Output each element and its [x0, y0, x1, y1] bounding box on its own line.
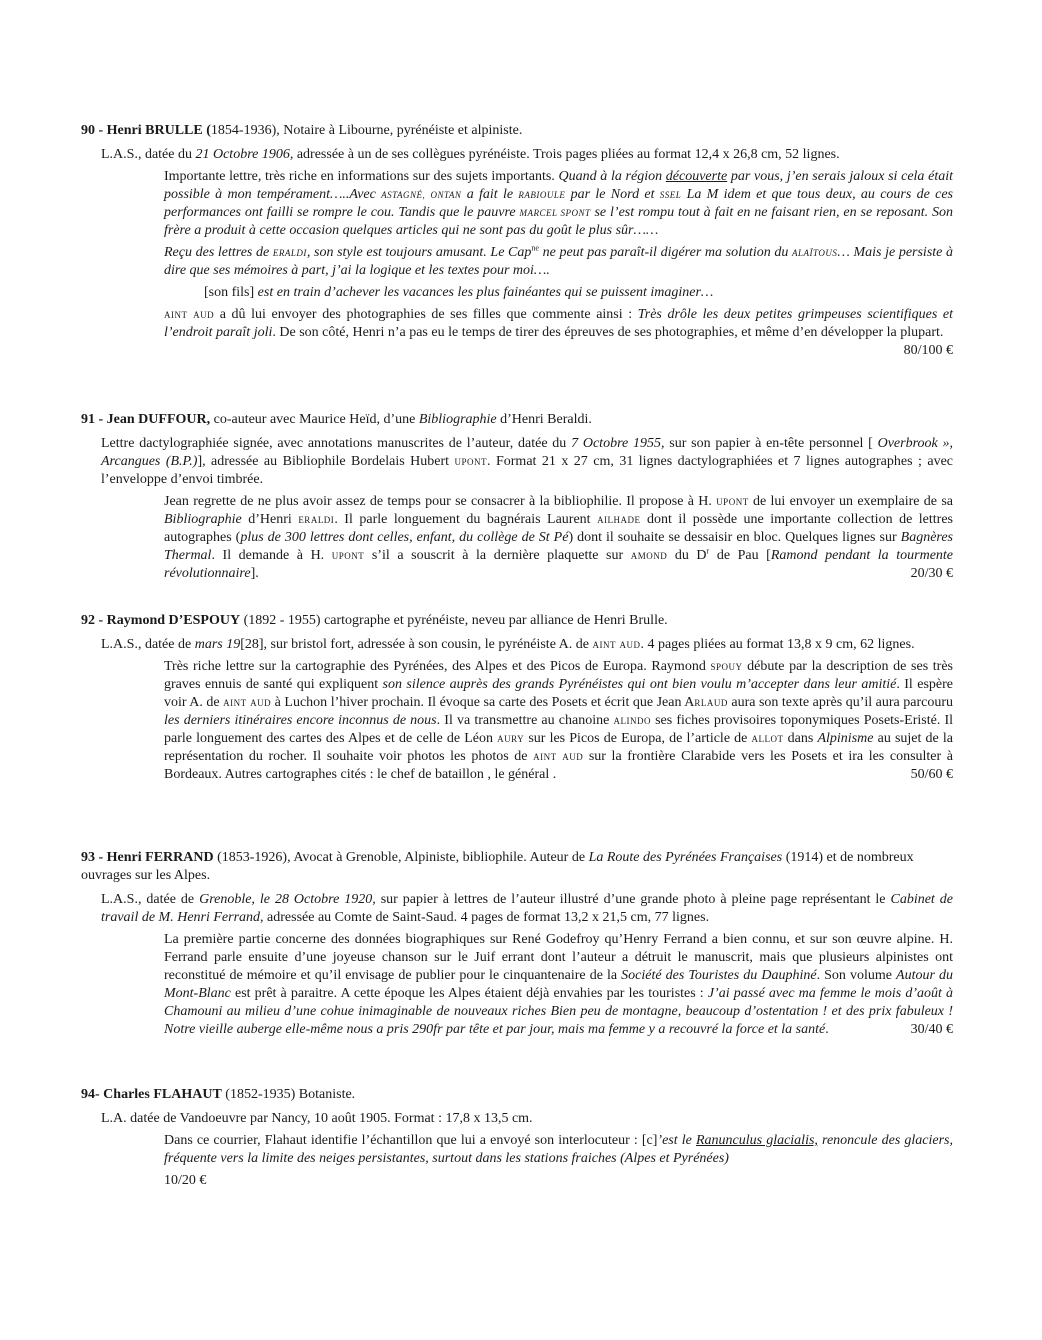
smallcaps-name: AUD	[250, 698, 272, 708]
quote: les derniers itinéraires encore inconnus de nous	[164, 713, 437, 728]
superscript: r	[706, 546, 710, 556]
text: débute par la description de ses très graves ennuis de santé qui expliquent	[164, 659, 954, 692]
smallcaps-name: RABIOULE	[518, 190, 566, 200]
quote: J’ai passé avec ma femme le mois d’août à Chamouni au milieu d’une cohue inimaginable de nouveaux riches Bien peu de montagne, beaucoup d’ostentation ! et des prix fabuleux ! Notre vieille auberge elle-même nous a pris 290fr par tête et par jour, mais ma femme y a recouvré la force et la santé	[164, 986, 953, 1037]
text: aura son texte après qu’il aura parcouru	[727, 695, 954, 710]
desc-date: mars 19	[194, 637, 241, 652]
lot-paren: (	[202, 123, 211, 138]
smallcaps-name: ERALDI	[298, 515, 335, 525]
text: ], adressée au Bibliophile Bordelais Hubert	[197, 454, 455, 469]
text: d’Henri	[241, 512, 299, 527]
lot-description	[101, 1110, 953, 1128]
text: de Pau [	[716, 548, 771, 563]
smallcaps-name: AUD	[193, 310, 215, 320]
lot-price: 80/100 €	[903, 343, 953, 358]
lot-number: 90 -	[81, 123, 107, 138]
quote: ne peut pas paraît-il digérer ma solution du	[542, 245, 793, 260]
quote: a produit à cette occasion quelques articles qui ne sont pas du goût le plus sûr……	[194, 223, 659, 238]
text: Lettre dactylographiée signée, avec annotations manuscrites de l’auteur, datée du	[101, 436, 572, 451]
lot-paragraph	[164, 244, 953, 280]
text: regrette de ne plus avoir assez de temps pour se consacrer à la bibliophilie. Il propose à H.	[193, 494, 717, 509]
text: co-auteur avec Maurice Heïd, d’une	[210, 412, 419, 427]
lot-body	[164, 931, 953, 1039]
text: est prêt à paraitre. A cette époque les Alpes étaient déjà envahies par les touristes :	[230, 986, 708, 1001]
text: (1852-1935) Botaniste.	[221, 1087, 356, 1102]
lot-author: Raymond D’ESPOUY	[106, 613, 241, 628]
quote: par vous, j’en serais jaloux si cela était possible à mon tempérament…..Avec	[164, 169, 953, 202]
smallcaps-name: AURY	[497, 734, 525, 744]
smallcaps-name: ERALDI	[272, 248, 307, 258]
lot-paragraph	[164, 931, 953, 1039]
lot-description	[101, 146, 953, 164]
lot-paragraph	[164, 284, 953, 302]
smallcaps-name: ASTAGNÉ,	[381, 190, 426, 200]
text: .	[825, 1022, 829, 1037]
smallcaps-name: UPONT	[454, 457, 488, 467]
quote-underlined: Ranunculus glacialis,	[695, 1133, 818, 1148]
lot-author: Henri FERRAND	[106, 850, 214, 865]
lot-author-bio: 1854-1936), Notaire à Libourne, pyrénéiste et alpiniste.	[210, 123, 523, 138]
text: . De son côté, Henri	[272, 325, 388, 340]
lot-description	[101, 891, 953, 927]
text: à Luchon l’hiver prochain. Il évoque sa carte des Posets et écrit que Jean A	[271, 695, 695, 710]
superscript: ne	[531, 243, 539, 253]
title-italic: La Route des Pyrénées Françaises	[588, 850, 783, 865]
text: , adressée au Comte de Saint-Saud. 4 pages de format 13,2 x 21,5 cm, 77 lignes.	[260, 910, 710, 925]
quote: La M	[681, 187, 724, 202]
quote: , son style est toujours amusant. Le Cap	[306, 245, 532, 260]
text: [28], sur bristol fort, adressée à son cousin, le pyrénéiste A. de	[240, 637, 593, 652]
smallcaps-name: AUD	[562, 752, 584, 762]
lot-number: 94-	[81, 1087, 104, 1102]
smallcaps-name: RLAUD	[694, 698, 728, 708]
lot-heading	[81, 122, 953, 140]
quote: renoncule des glaciers, fréquente vers la limite des neiges persistantes, surtout dans les stations fraiches (Alpes et Pyrénées)	[164, 1133, 954, 1166]
text: n’a pas eu le temps de tirer des épreuves de ses photographies, et même d’en développer la plupart.	[387, 325, 944, 340]
text: ses fiches provisoires toponymiques Posets-Eristé. Il parle longuement des cartes des Alpes et de celle de Léon	[164, 713, 954, 746]
price-line	[164, 1172, 953, 1190]
lot-92	[81, 612, 953, 788]
text: [son fils]	[204, 285, 258, 300]
desc-text: adressée à un de ses collègues pyrénéiste. Trois pages pliées au format 12,4 x 26,8 cm, 52 lignes.	[293, 147, 840, 162]
text: La première partie concerne des données biographiques sur René Godefroy qu’Henry Ferrand a bien connu, et sur son œuvre alpine. H. Ferrand parle ensuite d’une joyeuse chanson sur le Juif errant dont l’auteur a détruit le manuscrit, mais que plusieurs alpinistes ont reconstitué de mémoire et qu’il envisage de publier pour le cinquantenaire de la	[164, 932, 953, 983]
lot-body	[164, 1132, 953, 1190]
lot-author: Jean DUFFOUR,	[106, 412, 211, 427]
text: (1892 - 1955) cartographe et pyrénéiste, neveu par alliance de Henri Brulle.	[240, 613, 668, 628]
lot-description	[101, 435, 953, 489]
desc-date: 7 Octobre 1955,	[571, 436, 665, 451]
text: (1853-1926), Avocat à Grenoble, Alpiniste, bibliophile. Auteur de	[213, 850, 589, 865]
smallcaps-name: UPONT	[716, 497, 749, 507]
quote: son silence auprès des grands Pyrénéistes qui ont bien voulu m’accepter dans leur amitié	[382, 677, 897, 692]
smallcaps-name: ALAÏTOUS	[792, 248, 838, 258]
text: L.A.S., datée de	[101, 637, 195, 652]
text: ].	[250, 566, 259, 581]
lot-heading	[81, 1086, 953, 1104]
text: s’il a souscrit à la dernière plaquette sur	[364, 548, 631, 563]
text: . Il demande à H.	[211, 548, 332, 563]
text: . Il espère voir A. de	[164, 677, 953, 710]
text: sur la frontière Clarabide vers les Posets et ira les consulter à Bordeaux. Autres cartographes cités : le chef de bataillon	[164, 749, 953, 782]
text: . Son volume	[816, 968, 897, 983]
quote: Quand à la région	[558, 169, 666, 184]
text: . 4 pages pliées au format 13,8 x 9 cm, 62 lignes.	[640, 637, 915, 652]
quote: Overbrook », Arcangues (B.P.)	[101, 436, 953, 469]
smallcaps-name: SPOUY	[710, 662, 743, 672]
smallcaps-name: AINT	[592, 640, 616, 650]
smallcaps-name: ALLOT	[751, 734, 784, 744]
quote: est en train d’achever les vacances les plus fainéantes qui se puissent imaginer…	[257, 285, 714, 300]
smallcaps-name: AILHADE	[597, 515, 641, 525]
title-italic: Bibliographie	[418, 412, 497, 427]
smallcaps-name: AINT	[223, 698, 247, 708]
text: , le général	[487, 767, 553, 782]
title-italic: Bibliographie	[164, 512, 242, 527]
smallcaps-name: AINT	[533, 752, 557, 762]
desc-date: 21 Octobre 1906,	[195, 147, 294, 162]
lot-heading	[81, 849, 953, 885]
quote: Reçu des lettres de	[164, 245, 273, 260]
text: dans	[783, 731, 818, 746]
text: Importante lettre, très riche en informations sur des sujets importants.	[164, 169, 559, 184]
text: sur son papier à en-tête personnel [	[664, 436, 878, 451]
text: dont il possède une importante collection de lettres autographes (	[164, 512, 953, 545]
title-italic: Ramond pendant la tourmente révolutionnaire	[164, 548, 954, 581]
quote: plus de 300 lettres dont celles, enfant, du collège de St Pé	[240, 530, 569, 545]
lot-paragraph	[164, 493, 953, 583]
desc-date: Grenoble, le 28 Octobre 1920,	[199, 892, 376, 907]
smallcaps-name: SSEL	[659, 190, 682, 200]
lot-price: 10/20 €	[164, 1173, 207, 1188]
smallcaps-name: ALINDO	[613, 716, 651, 726]
lot-90	[81, 122, 953, 360]
text: . Il parle longuement du bagnérais Laurent	[334, 512, 598, 527]
desc-text: L.A.S., datée du	[101, 147, 196, 162]
lot-body	[164, 168, 954, 358]
lot-body	[164, 658, 953, 784]
quote: a fait le	[461, 187, 519, 202]
lot-number: 91 -	[81, 412, 107, 427]
smallcaps-name: AUD	[619, 640, 641, 650]
lot-price: 30/40 €	[910, 1022, 953, 1037]
text: d’Henri Beraldi.	[496, 412, 592, 427]
text: .	[552, 767, 557, 782]
lot-91	[81, 411, 953, 587]
lot-heading	[81, 411, 953, 429]
quote: se l’est rompu tout à fait en ne faisant rien, en se reposant. Son frère	[164, 205, 954, 238]
smallcaps-name: ONTAN	[430, 190, 462, 200]
quote: … Mais je persiste à dire que ses mémoires à part, j’ai la logique et les textes pour moi….	[164, 245, 954, 278]
text: Très riche lettre sur la cartographie des Pyrénées, des Alpes et des Picos de Europa. Raymond	[164, 659, 711, 674]
lot-93	[81, 849, 953, 1043]
lot-paragraph	[164, 168, 953, 240]
text: au sujet de la représentation du rocher. Il souhaite voir photos les photos de	[164, 731, 953, 764]
text: sur papier à lettres de l’auteur illustré d’une grande photo à pleine page représentant le	[375, 892, 891, 907]
text: a dû lui envoyer des photographies de ses filles que	[214, 307, 533, 322]
text: commente ainsi :	[532, 307, 638, 322]
title-italic: Bagnères Thermal	[164, 530, 953, 563]
quote-underlined: découverte	[665, 169, 728, 184]
lot-author: Charles FLAHAUT	[103, 1087, 222, 1102]
smallcaps-name: AMOND	[630, 551, 668, 561]
lot-price: 50/60 €	[910, 767, 953, 782]
text: L.A.S., datée de	[101, 892, 200, 907]
text: du D	[667, 548, 707, 563]
lot-number: 92 -	[81, 613, 107, 628]
text: . Format 21 x 27 cm, 31 lignes dactylographiées et 7 lignes autographes ; avec l’enveloppe d’envoi timbrée.	[101, 454, 953, 487]
quote: Très drôle les deux petites grimpeuses scientifiques et l’endroit paraît joli	[164, 307, 954, 340]
text: Dans ce courrier, Flahaut identifie l’échantillon que lui a envoyé son interlocuteur : [c]	[164, 1133, 658, 1148]
lot-paragraph	[164, 306, 954, 358]
quote: par le Nord et	[565, 187, 660, 202]
text: L.A. datée de Vandoeuvre par Nancy, 10 août 1905. Format : 17,8 x 13,5 cm.	[101, 1111, 533, 1126]
smallcaps-name: UPONT	[331, 551, 365, 561]
title-italic: Autour du Mont-Blanc	[164, 968, 954, 1001]
text: sur les Picos de Europa, de l’article de	[524, 731, 752, 746]
text: de lui envoyer un exemplaire de sa	[748, 494, 953, 509]
lot-heading	[81, 612, 953, 630]
lot-94	[81, 1086, 953, 1194]
lot-author: Henri BRULLE	[106, 123, 203, 138]
lot-paragraph	[164, 1132, 953, 1168]
lot-description	[101, 636, 953, 654]
text: . Il va transmettre au chanoine	[436, 713, 614, 728]
title-italic: Cabinet de travail de M. Henri Ferrand	[101, 892, 953, 925]
quote: ’est le	[657, 1133, 696, 1148]
title-italic: Alpinisme	[817, 731, 874, 746]
lot-paragraph	[164, 658, 953, 784]
smallcaps-name: MARCEL SPONT	[519, 208, 591, 218]
smallcaps-name: AINT	[164, 310, 188, 320]
lot-price: 20/30 €	[910, 566, 953, 581]
text: (1914) et de nombreux ouvrages sur les Alpes.	[81, 850, 914, 883]
lot-body	[164, 493, 953, 583]
text: ) dont il souhaite se dessaisir en bloc. Quelques lignes sur	[568, 530, 901, 545]
text: Jean	[164, 494, 194, 509]
lot-number: 93 -	[81, 850, 107, 865]
title-italic: Société des Touristes du Dauphiné	[621, 968, 817, 983]
quote: idem et que tous deux, au cours de ces performances ont failli se rompre le cou. Tandis que le pauvre	[164, 187, 953, 220]
